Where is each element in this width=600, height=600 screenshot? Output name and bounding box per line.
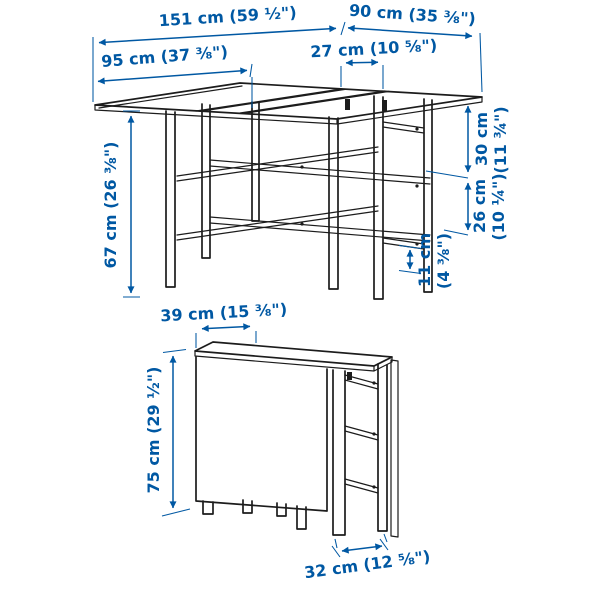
dim-open-center-section: 27 cm (10 ⅝"): [309, 35, 438, 62]
dim-open-underside-height: 67 cm (26 ⅜"): [101, 141, 120, 269]
dim-folded-top-width: 39 cm (15 ⅜"): [159, 299, 288, 326]
dim-open-partial-length: 95 cm (37 ⅜"): [100, 42, 229, 71]
dim-open-total-length: 151 cm (59 ½"): [158, 2, 298, 31]
open-table-dimensions: [93, 1, 510, 297]
folded-leaf-back: [391, 360, 398, 537]
folded-table-drawing: [195, 342, 398, 537]
open-depth-rails: [177, 147, 378, 240]
open-legs: [166, 96, 432, 299]
dim-open-clearance-cm: 11 cm: [415, 233, 434, 287]
dim-open-rail-upper-cm: 30 cm: [472, 112, 491, 166]
dim-open-depth: 90 cm (35 ⅜"): [348, 0, 477, 29]
folded-top: [195, 342, 392, 366]
open-stretchers: [210, 160, 430, 241]
dim-folded-height: 75 cm (29 ½"): [144, 366, 163, 494]
open-fold-lines: [196, 89, 389, 113]
dim-open-rail-lower-cm: 26 cm: [470, 179, 489, 233]
dim-open-rail-lower-in: (10 ¼"): [489, 173, 508, 241]
folded-leaf-front: [196, 357, 327, 511]
dim-open-clearance-in: (4 ⅜"): [434, 232, 453, 290]
folded-hinge: [347, 372, 352, 380]
dim-folded-base-depth: 32 cm (12 ⅝"): [303, 546, 432, 583]
hinge-left: [345, 99, 350, 110]
dim-open-rail-upper-in: (11 ¾"): [491, 106, 510, 174]
folded-table-dimensions: [144, 300, 431, 583]
